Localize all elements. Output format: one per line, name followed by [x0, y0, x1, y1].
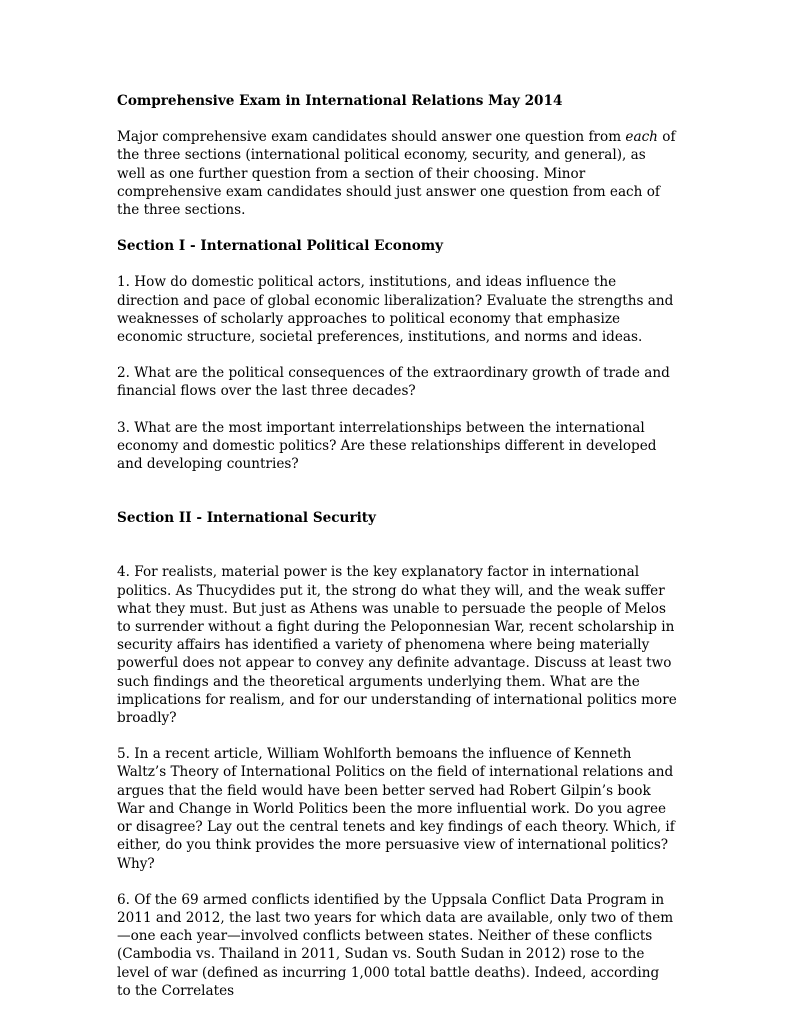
question-3: 3. What are the most important interrelationships between the international economy and domestic politics? Are these relationships different in developed and developing countries?	[117, 419, 657, 473]
question-6: 6. Of the 69 armed conflicts identified by the Uppsala Conflict Data Program in 2011 and 2012, the last two years for which data are available, only two of them—one each year—involved conflicts between states. Neither of these conflicts (Cambodia vs. Thailand in 2011, Sudan vs. South Sudan in 2012) rose to the level of war (defined as incurring 1,000 total battle deaths). Indeed, according to the Correlates	[117, 891, 674, 999]
question-5: 5. In a recent article, William Wohlforth bemoans the influence of Kenneth Waltz’s Theory of International Politics on the field of international relations and argues that the field would have been better served had Robert Gilpin’s book War and Change in World Politics been the more influential work. Do you agree or disagree? Lay out the central tenets and key findings of each theory. Which, if either, do you think provides the more persuasive view of international politics? Why?	[117, 746, 675, 872]
question-1: 1. How do domestic political actors, institutions, and ideas influence the direction and pace of global economic liberalization? Evaluate the strengths and weaknesses of scholarly approaches to political economy that emphasize economic structure, societal preferences, institutions, and norms and ideas.	[117, 274, 674, 346]
document-title: Comprehensive Exam in International Relations May 2014	[117, 93, 563, 109]
intro-emphasis: each	[625, 129, 658, 146]
question-4: 4. For realists, material power is the key explanatory factor in international politics. As Thucydides put it, the strong do what they will, and the weak suffer what they must. But just as Athens was unable to persuade the people of Melos to surrender without a fight during the Peloponnesian War, recent scholarship in security affairs has identified a variety of phenomena where being materially powerful does not appear to convey any definite advantage. Discuss at least two such findings and the theoretical arguments underlying them. What are the implications for realism, and for our understanding of international politics more broadly?	[117, 564, 677, 727]
intro-paragraph	[117, 128, 677, 219]
section-heading-ipe: Section I - International Political Economy	[117, 238, 444, 255]
intro-text-end: of the three sections (international political economy, security, and general), as well as one further question from a section of their choosing. Minor comprehensive exam candidates should just answer one question from each of the three sections.	[117, 129, 676, 219]
question-2: 2. What are the political consequences of the extraordinary growth of trade and financial flows over the last three decades?	[117, 365, 670, 400]
section-heading-security: Section II - International Security	[117, 510, 376, 527]
intro-text-start: Major comprehensive exam candidates should answer one question from	[117, 129, 626, 146]
document-page	[117, 92, 677, 1000]
